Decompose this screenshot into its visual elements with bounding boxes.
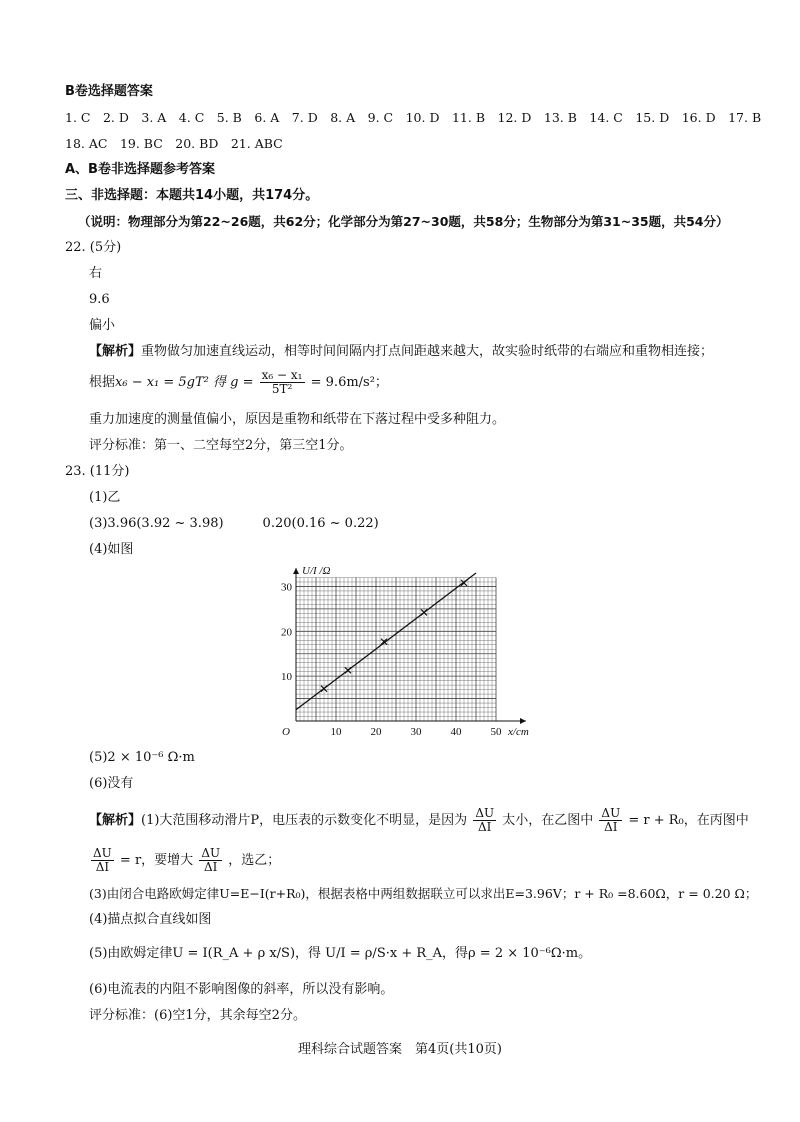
section3-heading: 三、非选择题：本题共14小题，共174分。 (65, 188, 319, 203)
q23-analysis-3: (3)由闭合电路欧姆定律U=E−I(r+R₀)，根据表格中两组数据联立可以求出E=3.96V；r + R₀ =8.60Ω，r = 0.20 Ω； (89, 886, 758, 901)
q22-answer-1: 右 (89, 266, 103, 281)
q23-analysis-1: 【解析】(1)大范围移动滑片P，电压表的示数变化不明显，是因为 $\frac{\Delta U}{\Delta I}$ 太小，在乙图中 $\frac{\Delta U}{\Delta I}$ = r + R₀，在丙图中 (89, 806, 749, 834)
x-tick-label: 30 (410, 726, 422, 738)
q22-answer-3: 偏小 (89, 318, 116, 333)
section-note: （说明：物理部分为第22~26题，共62分；化学部分为第27~30题，共58分；生物部分为第31~35题，共54分） (78, 214, 729, 229)
b-answers-row1: 1. C 2. D 3. A 4. C 5. B 6. A 7. D 8. A 9. C 10. D 11. B 12. D 13. B 14. C 15. D 16. D 17. B (65, 110, 762, 125)
q22-analysis-3: 重力加速度的测量值偏小，原因是重物和纸带在下落过程中受多种阻力。 (89, 412, 506, 427)
q22-answer-2: 9.6 (89, 292, 110, 307)
q22-score: 评分标准：第一、二空每空2分，第三空1分。 (89, 438, 353, 453)
x-tick-label: 40 (450, 726, 462, 738)
page-footer: 理科综合试题答案 第4页(共10页) (298, 1042, 502, 1057)
y-axis-label: U/I /Ω (302, 565, 331, 577)
q23-answer-5: (5)2 × 10⁻⁶ Ω·m (89, 750, 195, 765)
section-b-title: B卷选择题答案 (65, 84, 153, 99)
x-tick-label: 20 (370, 726, 382, 738)
y-tick-label: 30 (281, 581, 292, 594)
q22-formula: 根据x₆ − x₁ = 5gT² 得 g = $\frac{\text{x₆ − x₁}}{\text{5T²}}$ = 9.6m/s²； (89, 368, 388, 396)
q23-score: 评分标准：(6)空1分，其余每空2分。 (89, 1008, 306, 1023)
x-tick-label: 10 (330, 726, 342, 738)
x-axis-arrow (520, 718, 526, 724)
ab-title: A、B卷非选择题参考答案 (65, 162, 215, 177)
q23-analysis-5: (5)由欧姆定律U = I(R_A + ρ x/S)，得 U/I = ρ/S·x + R_A，得ρ = 2 × 10⁻⁶Ω·m。 (89, 946, 592, 961)
x-tick-label: 50 (490, 726, 502, 738)
u-i-x-chart (276, 562, 546, 742)
q23-answer-3: (3)3.96(3.92 ~ 3.98) 0.20(0.16 ~ 0.22) (89, 516, 379, 531)
q23-heading: 23. (11分) (65, 464, 130, 479)
y-axis-arrow (293, 568, 299, 574)
q23-answer-1: (1)乙 (89, 490, 121, 505)
q22-analysis-1: 【解析】重物做匀加速直线运动，相等时间间隔内打点间距越来越大，故实验时纸带的右端应和重物相连接； (89, 344, 714, 359)
q22-heading: 22. (5分) (65, 240, 122, 255)
q23-analysis-4: (4)描点拟合直线如图 (89, 912, 212, 927)
q23-answer-6: (6)没有 (89, 776, 134, 791)
q23-analysis-2: $\frac{\Delta U}{\Delta I}$ = r，要增大 $\frac{\Delta U}{\Delta I}$ ，选乙； (93, 846, 281, 874)
q23-answer-4: (4)如图 (89, 542, 134, 557)
q22-fraction: $\frac{\text{x₆ − x₁}}{\text{5T²}}$ (261, 368, 303, 396)
x-axis-label: x/cm (508, 726, 529, 738)
origin-label: O (282, 726, 290, 738)
b-answers-row2: 18. AC 19. BC 20. BD 21. ABC (65, 136, 283, 151)
q23-analysis-6: (6)电流表的内阻不影响图像的斜率，所以没有影响。 (89, 982, 394, 997)
y-tick-label: 20 (281, 626, 292, 639)
y-tick-label: 10 (281, 671, 292, 684)
